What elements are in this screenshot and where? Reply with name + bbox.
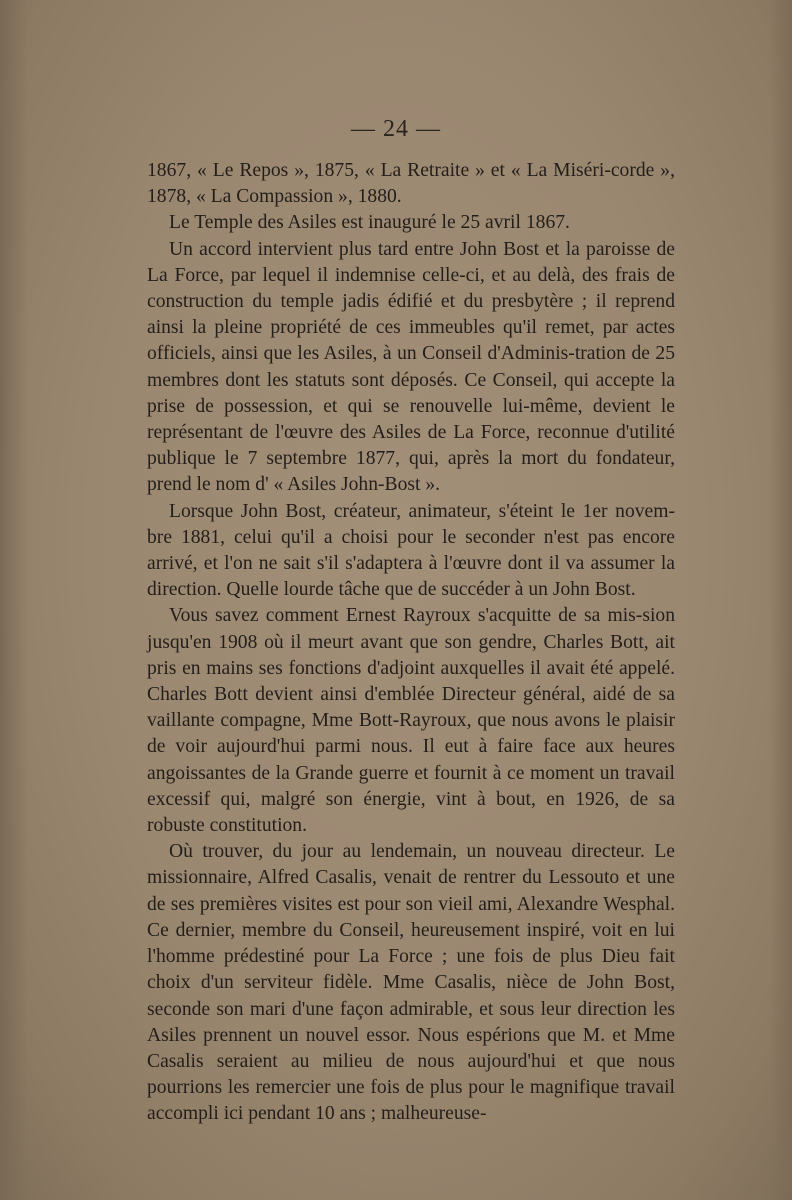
page-edge-right (770, 0, 792, 1200)
paragraph-2: Le Temple des Asiles est inauguré le 25 avril 1867. (169, 212, 570, 234)
paragraph-3: Un accord intervient plus tard entre John Bost et la paroisse de La Force, par lequel il indemnise celle-ci, et au delà, des frais de construction du temple jadis édifié et du presbytère ; il reprend ainsi la pleine propriété de ces immeubles qu'il remet, par actes officiels, ainsi que les Asiles, à un Conseil d'Adminis-tration de 25 membres dont les statuts sont déposés. Ce Conseil, qui accepte la prise de possession, et qui se renouvelle lui-même, devient le représentant de l'œuvre des Asiles de La Force, reconnue d'utilité publique le 7 septembre 1877, qui, après la mort du fondateur, prend le nom d' « Asiles John-Bost ». (147, 238, 675, 496)
paragraph-1: 1867, « Le Repos », 1875, « La Retraite » et « La Miséri-corde », 1878, « La Compassion », 1880. (147, 160, 675, 208)
page-edge-left (0, 0, 28, 1200)
body-text (147, 158, 675, 1128)
paragraph-6: Où trouver, du jour au lendemain, un nouveau directeur. Le missionnaire, Alfred Casalis, venait de rentrer du Lessouto et une de ses premières visites est pour son vieil ami, Alexandre Wesphal. Ce dernier, membre du Conseil, heureusement inspiré, voit en lui l'homme prédestiné pour La Force ; une fois de plus Dieu fait choix d'un serviteur fidèle. Mme Casalis, nièce de John Bost, seconde son mari d'une façon admirable, et sous leur direction les Asiles prennent un nouvel essor. Nous espérions que M. et Mme Casalis seraient au milieu de nous aujourd'hui et que nous pourrions les remercier une fois de plus pour le magnifique travail accompli ici pendant 10 ans ; malheureuse- (147, 841, 675, 1125)
paragraph-4: Lorsque John Bost, créateur, animateur, s'éteint le 1er novem-bre 1881, celui qu'il a choisi pour le seconder n'est pas encore arrivé, et l'on ne sait s'il s'adaptera à l'œuvre dont il va assumer la direction. Quelle lourde tâche que de succéder à un John Bost. (147, 500, 675, 601)
paragraph-5: Vous savez comment Ernest Rayroux s'acquitte de sa mis-sion jusqu'en 1908 où il meurt avant que son gendre, Charles Bott, ait pris en mains ses fonctions d'adjoint auxquelles il avait été appelé. Charles Bott devient ainsi d'emblée Directeur général, aidé de sa vaillante compagne, Mme Bott-Rayroux, que nous avons le plaisir de voir aujourd'hui parmi nous. Il eut à faire face aux heures angoissantes de la Grande guerre et fournit à ce moment un travail excessif qui, malgré son énergie, vint à bout, en 1926, de sa robuste constitution. (147, 605, 675, 837)
page-number: — 24 — (351, 116, 441, 142)
